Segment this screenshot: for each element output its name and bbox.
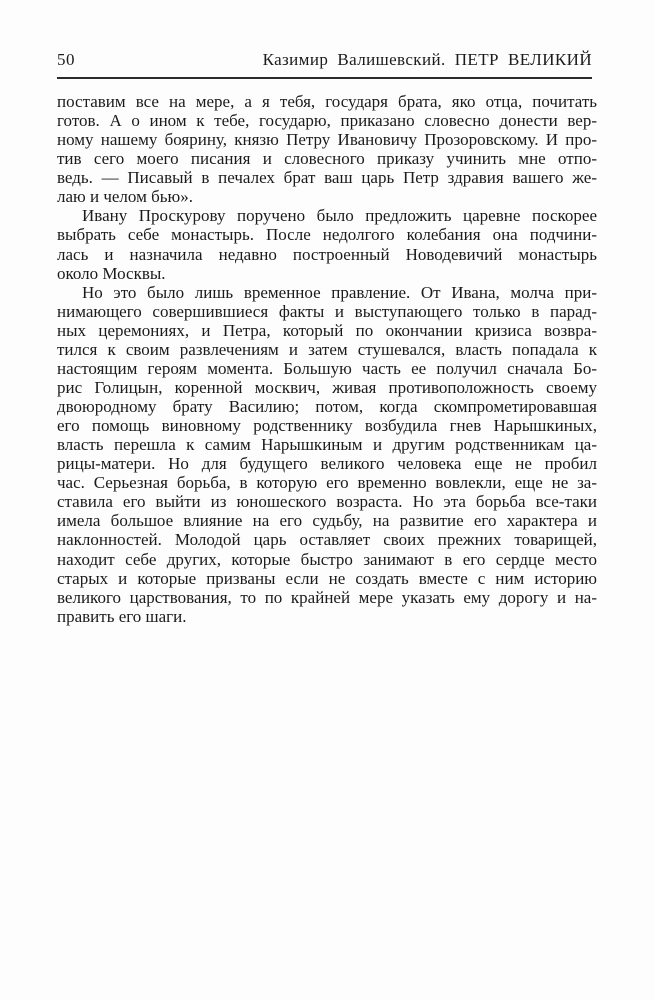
page-number: 50: [57, 50, 75, 69]
text-line: около Москвы.: [57, 263, 166, 283]
text-line: ному нашему боярину, князю Петру Ивановичу Прозоровскому. И про-: [57, 130, 597, 150]
text-line: час. Серьезная борьба, в которую его временно вовлекли, еще не за-: [57, 473, 597, 493]
text-line: настоящим героям момента. Большую часть ее получил сначала Бо-: [57, 358, 597, 378]
text-line: рис Голицын, коренной москвич, живая противоположность своему: [57, 377, 597, 397]
text-line: тился к своим развлечениям и затем стушевался, власть попадала к: [57, 339, 597, 359]
running-title: Казимир Валишевский. ПЕТР ВЕЛИКИЙ: [262, 50, 592, 69]
text-line: великого царствования, то по крайней мере указать ему дорогу и на-: [57, 587, 597, 607]
text-line: поставим все на мере, а я тебя, государя брата, яко отца, почитать: [57, 92, 597, 111]
text-line: Но это было лишь временное правление. От Ивана, молча при-: [82, 282, 597, 302]
text-line: лась и назначила недавно построенный Новодевичий монастырь: [57, 244, 597, 264]
text-line: Ивану Проскурову поручено было предложить царевне поскорее: [82, 206, 597, 226]
header-rule: [57, 77, 592, 79]
text-line: его помощь виновному родственнику возбудила гнев Нарышкиных,: [57, 416, 597, 436]
text-line: старых и которые призваны если не создать вместе с ним историю: [57, 568, 597, 588]
text-line: ных церемониях, и Петра, который по окончании кризиса возвра-: [57, 320, 597, 340]
text-line: власть перешла к самим Нарышкиным и другим родственникам ца-: [57, 435, 597, 455]
text-line: лаю и челом бью».: [57, 187, 193, 207]
text-line: выбрать себе монастырь. После недолгого колебания она подчини-: [57, 225, 597, 245]
text-line: находит себе других, которые быстро занимают в его сердце место: [57, 549, 597, 569]
body-text: [57, 92, 597, 626]
text-line: тив сего моего писания и словесного приказу учинить мне отпо-: [57, 149, 597, 169]
text-line: ставила его выйти из юношеского возраста. Но эта борьба все-таки: [57, 492, 597, 512]
text-line: править его шаги.: [57, 606, 187, 626]
text-line: двоюродному брату Василию; потом, когда скомпрометировавшая: [57, 397, 597, 416]
text-line: ведь. — Писавый в печалех брат ваш царь Петр здравия вашего же-: [57, 168, 597, 188]
text-line: имела большое влияние на его судьбу, на развитие его характера и: [57, 511, 597, 531]
page-header: [57, 49, 592, 71]
text-line: рицы-матери. Но для будущего великого человека еще не пробил: [57, 454, 597, 474]
text-line: нимающего совершившиеся факты и выступающего только в парад-: [57, 301, 597, 321]
text-line: готов. А о ином к тебе, государю, приказано словесно донести вер-: [57, 111, 597, 131]
text-line: наклонностей. Молодой царь оставляет своих прежних товарищей,: [57, 530, 597, 550]
